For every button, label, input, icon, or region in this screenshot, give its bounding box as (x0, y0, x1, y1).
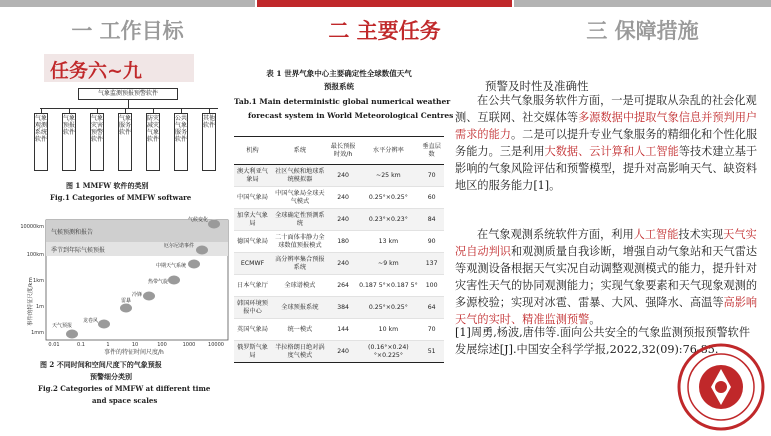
column-header: 水平分辨率 (358, 137, 420, 165)
table-row (234, 341, 444, 363)
event-point (98, 320, 110, 329)
x-tick-label: 1 (106, 342, 110, 348)
tab-bar (0, 0, 255, 7)
table-cell: 韩国环境预报中心 (234, 297, 271, 319)
table-cell: 统一模式 (271, 319, 329, 341)
scale-chart-svg (20, 206, 234, 356)
table-cell: 全球确定性预测系统 (271, 209, 329, 231)
x-tick-label: 0.1 (77, 342, 85, 348)
highlighted-text: 天气实况自动判识 (455, 228, 757, 258)
section-title (44, 54, 194, 82)
event-point (188, 260, 200, 269)
event-label: 中期天气系统 (155, 263, 186, 269)
table-cell: 84 (419, 209, 444, 231)
table-title-en-2: forecast system in World Meteorological Centres (248, 111, 454, 120)
table-cell: 中国气象局全球天气模式 (271, 187, 329, 209)
x-tick-label: 0.01 (48, 342, 60, 348)
body-text: 。 (589, 313, 601, 326)
table-cell: 144 (329, 319, 358, 341)
table-cell: 240 (329, 341, 358, 363)
tree-root: 气象监测预报预警软件 (78, 88, 178, 100)
table-cell: 240 (329, 253, 358, 275)
tab-main-tasks[interactable] (257, 0, 512, 44)
table-cell: 384 (329, 297, 358, 319)
body-text: 在公共气象服务软件方面，一是可提取从杂乱的社会化观测、互联网、社交媒体等 (455, 94, 757, 124)
body-text: 在气象观测系统软件方面，利用 (477, 228, 634, 241)
table-cell: 0.25°×0.25° (358, 297, 420, 319)
university-seal-icon (676, 342, 766, 432)
tab-label: 一 工作目标 (71, 19, 184, 43)
column-header: 垂直层数 (419, 137, 444, 165)
event-label: 龙卷风 (82, 318, 98, 324)
event-point (143, 292, 155, 301)
table-cell: 240 (329, 187, 358, 209)
tab-bar (257, 0, 512, 7)
tree-connector (128, 100, 129, 108)
table-cell: 二十面体非静力全球数值预报模式 (271, 231, 329, 253)
table-cell: 64 (419, 297, 444, 319)
table-cell: 137 (419, 253, 444, 275)
table-cell: ~25 km (358, 165, 420, 187)
figure-2-caption-cn-2: 预警细分类别 (90, 372, 132, 381)
table-cell: 10 km (358, 319, 420, 341)
table-row (234, 297, 444, 319)
figure-2-scale-chart (20, 206, 234, 356)
y-tick-label: 10000km (20, 224, 44, 230)
table-cell: 社区气候和地球系统模拟器 (271, 165, 329, 187)
table-row (234, 319, 444, 341)
table-cell: 0.25°×0.25° (358, 187, 420, 209)
section-title-text: 任务六~九 (50, 60, 142, 82)
table-row (234, 253, 444, 275)
tree-leaf: 其他软件 (202, 113, 216, 171)
highlighted-text: 多源数据中提取气象信息并预判用户需求的能力 (455, 111, 758, 141)
event-point (168, 276, 180, 285)
tab-work-goals[interactable] (0, 0, 255, 44)
table-cell: 51 (419, 341, 444, 363)
tree-leaf: 气象灾害预警软件 (90, 113, 104, 171)
x-tick-label: 10 (131, 342, 139, 348)
column-header: 系统 (271, 137, 329, 165)
right-heading: 预警及时性及准确性 (485, 79, 589, 93)
body-text: 技术实现 (678, 228, 724, 241)
paragraph-observation (455, 226, 759, 328)
column-header: 机构 (234, 137, 271, 165)
table-cell: 0.187 5°×0.187 5° (358, 275, 420, 297)
table-cell: 半拉格朗日绝对涡度气模式 (271, 341, 329, 363)
table-cell: 264 (329, 275, 358, 297)
y-axis-label: 事件的特征尺度/km (28, 277, 34, 326)
table-row (234, 165, 444, 187)
paragraph-public-service (455, 92, 759, 194)
tree-connector (40, 108, 218, 109)
table-cell: 澳大利亚气象局 (234, 165, 271, 187)
event-label: 雷暴 (120, 298, 132, 304)
data-table (234, 136, 444, 363)
event-label: 冷锋 (131, 292, 142, 298)
band-label: 气候预测和报告 (51, 229, 94, 236)
section-tabs (0, 0, 771, 44)
y-tick-label: 100km (26, 252, 44, 258)
table-cell: 高分辨率集合预报系统 (271, 253, 329, 275)
table-cell: 德国气象局 (234, 231, 271, 253)
table-cell: 俄罗斯气象局 (234, 341, 271, 363)
highlighted-text: 人工智能 (633, 228, 679, 241)
table-row (234, 209, 444, 231)
table-title-en-1: Tab.1 Main deterministic global numerical weather (234, 97, 451, 106)
highlighted-text: 高影响天气的实时、精准监测预警 (455, 296, 758, 326)
event-label: 天气预报 (51, 323, 72, 329)
body-text: 等技术建立基于影响的气象风险评估和预警模型，提升对高影响天气、缺资料地区的服务能力[1]。 (455, 145, 758, 192)
table-cell: (0.16°×0.24)°×0.225° (358, 341, 420, 363)
band-label: 季节到年际气候预报 (51, 247, 106, 254)
table-title-cn-2: 预报系统 (324, 82, 354, 91)
figure-1-software-tree (28, 86, 228, 186)
table-header-row (234, 137, 444, 165)
table-cell: 70 (419, 319, 444, 341)
x-tick-label: 10000 (208, 342, 224, 348)
figure-1-caption-en: Fig.1 Categories of MMFW software (50, 193, 192, 202)
table-cell: 英国气象局 (234, 319, 271, 341)
table-cell: ~9 km (358, 253, 420, 275)
tree-leaf: 气象服务软件 (118, 113, 132, 171)
table-cell: 全球预报系统 (271, 297, 329, 319)
reference: [1]周勇,杨波,唐伟等.面向公共安全的气象监测预报预警软件发展综述[J].中国安全科学学报,2022,32(09):76-85. (455, 326, 751, 356)
highlighted-text: 大数据、云计算和人工智能 (544, 145, 679, 158)
event-point (208, 220, 220, 229)
body-text: 。二是可以提升专业气象服务的精细化和个性化服务能力。三是利用 (455, 128, 758, 158)
tab-label: 二 主要任务 (328, 19, 441, 43)
table-cell: 13 km (358, 231, 420, 253)
table-cell: 100 (419, 275, 444, 297)
table-row (234, 187, 444, 209)
table-cell: 90 (419, 231, 444, 253)
event-point (120, 304, 132, 313)
table-cell: 240 (329, 165, 358, 187)
y-tick-label: 1m (35, 304, 44, 310)
x-tick-label: 100 (157, 342, 167, 348)
table-cell: 全球谱模式 (271, 275, 329, 297)
event-label: 厄尔尼诺事件 (163, 243, 194, 249)
x-ticks (48, 342, 224, 348)
event-point (196, 246, 208, 255)
tab-bar (514, 0, 771, 7)
event-label: 气候变化 (187, 217, 208, 223)
event-point (66, 330, 78, 339)
table-cell: 180 (329, 231, 358, 253)
tree-leaf: 防灾减灾气象软件 (146, 113, 160, 171)
table-cell: 中国气象局 (234, 187, 271, 209)
table-cell: 70 (419, 165, 444, 187)
table-cell: 60 (419, 187, 444, 209)
tree-leaf: 公共气象服务软件 (174, 113, 188, 171)
table-row (234, 275, 444, 297)
tree-leaf: 气象观测系统软件 (34, 113, 48, 171)
figure-2-caption-en-1: Fig.2 Categories of MMFW at different time (38, 384, 211, 393)
tab-safeguards[interactable] (514, 0, 771, 44)
y-tick-label: 1km (33, 278, 44, 284)
x-axis-label: 事件的特征时间尺度/h (104, 349, 164, 356)
figure-2-caption-cn-1: 图 2 不同时间和空间尺度下的气象预报 (40, 360, 162, 369)
table-cell: ECMWF (234, 253, 271, 275)
table-nwp-systems (234, 64, 454, 416)
table-cell: 日本气象厅 (234, 275, 271, 297)
table-cell: 加拿大气象局 (234, 209, 271, 231)
table-row (234, 231, 444, 253)
table-cell: 0.23°×0.23° (358, 209, 420, 231)
event-label: 热带气旋 (147, 279, 168, 285)
tree-leaf: 气象预报软件 (62, 113, 76, 171)
column-header: 最长预报时效/h (329, 137, 358, 165)
y-tick-label: 1mm (31, 330, 44, 336)
table-cell: 240 (329, 209, 358, 231)
body-text: 和观测质量自我诊断，增强自动气象站和天气雷达等观测设备根据天气实况自动调整观测模式的能力，提升针对灾害性天气的协同观测能力；实现气象要素和天气现象观测的多源校验；实现对冰雹、雷暴、大风、强降水、高温等 (455, 245, 758, 309)
x-tick-label: 1000 (182, 342, 196, 348)
tab-label: 三 保障措施 (586, 19, 699, 43)
figure-2-caption-en-2: and space scales (92, 396, 158, 405)
table-title-cn-1: 表 1 世界气象中心主要确定性全球数值天气 (266, 69, 412, 78)
figure-1-caption-cn: 图 1 MMFW 软件的类别 (66, 181, 149, 190)
